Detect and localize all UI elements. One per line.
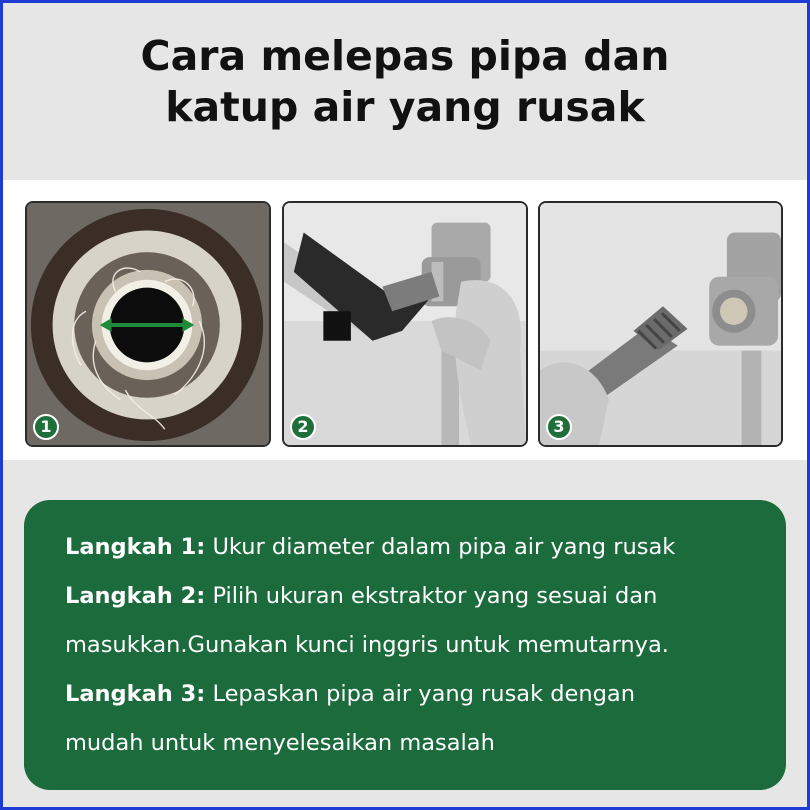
step-2-continuation: masukkan.Gunakan kunci inggris untuk memutarnya. (65, 632, 669, 658)
instructions-card (24, 500, 786, 790)
step-badge-2: 2 (290, 414, 316, 440)
wrench-extractor-photo (284, 203, 526, 445)
page-title (3, 31, 807, 133)
pipe-interior-photo (27, 203, 269, 445)
step-3-label: Langkah 3: (65, 681, 206, 707)
step-2-text: Pilih ukuran ekstraktor yang sesuai dan (212, 583, 658, 609)
step-2-image (282, 201, 528, 447)
step-1-text: Ukur diameter dalam pipa air yang rusak (212, 534, 676, 560)
step-2-label: Langkah 2: (65, 583, 206, 609)
extracted-pipe-photo (540, 203, 781, 445)
step-3 (65, 670, 765, 719)
title-line-2: katup air yang rusak (165, 83, 645, 131)
step-1-image (25, 201, 271, 447)
step-1-label: Langkah 1: (65, 534, 206, 560)
step-badge-3: 3 (546, 414, 572, 440)
step-3-continuation: mudah untuk menyelesaikan masalah (65, 730, 495, 756)
step-3-image (538, 201, 783, 447)
steps-list (65, 523, 765, 768)
step-1 (65, 523, 765, 572)
step-3-text: Lepaskan pipa air yang rusak dengan (212, 681, 635, 707)
step-badge-1: 1 (33, 414, 59, 440)
title-line-1: Cara melepas pipa dan (140, 32, 670, 80)
step-2 (65, 572, 765, 621)
